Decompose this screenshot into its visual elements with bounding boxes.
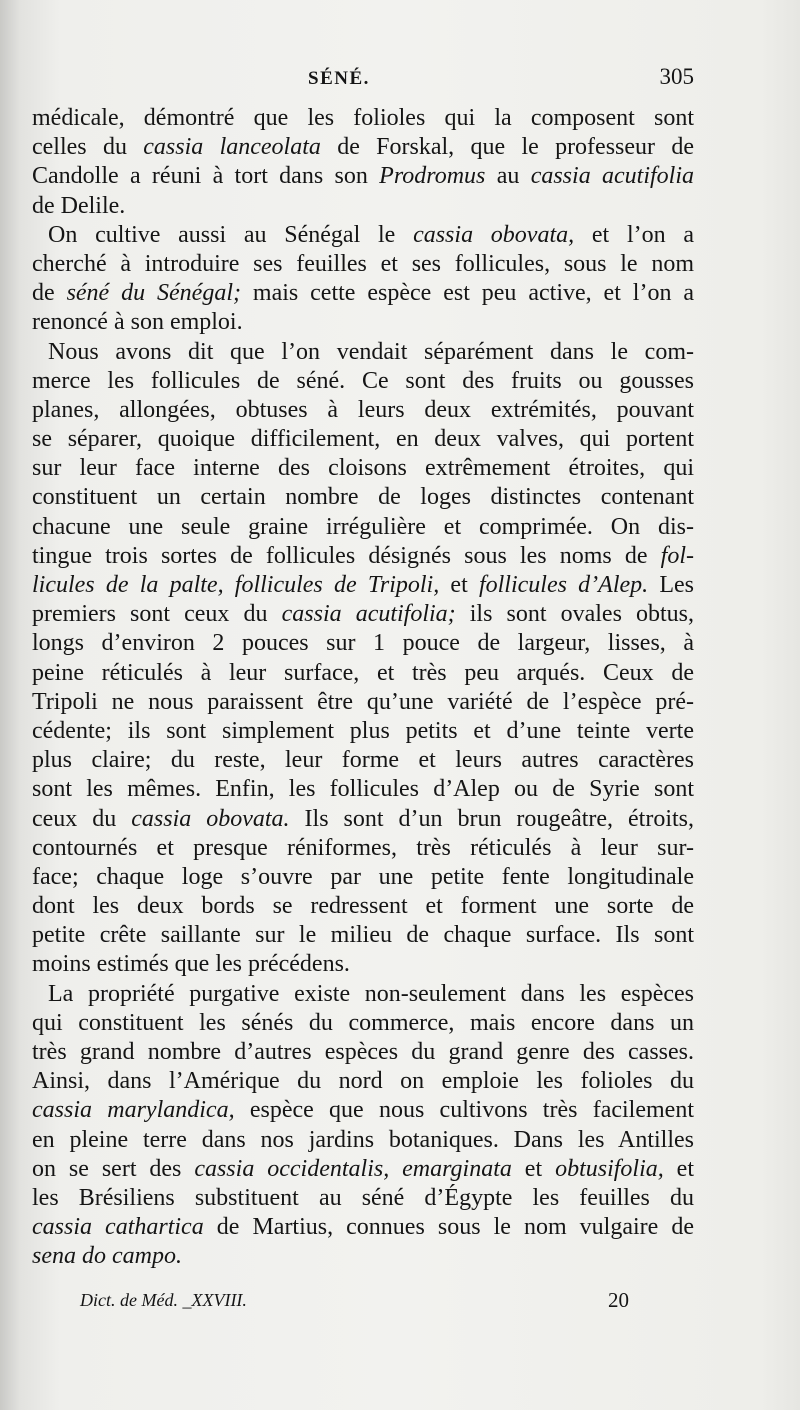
text-line [32, 1038, 694, 1067]
text-segment: tingue trois sortes de follicules désignés sous les noms de [32, 542, 661, 569]
text-line [32, 483, 694, 512]
italic-segment: sena do campo. [32, 1243, 182, 1270]
text-segment: On cultive aussi au Sénégal le [48, 221, 414, 248]
text-segment: chacune une seule graine irrégulière et comprimée. On dis- [32, 513, 694, 540]
text-segment: sont les mêmes. Enfin, les follicules d’Alep ou de Syrie sont [32, 776, 694, 803]
text-line [32, 775, 694, 804]
text-line [32, 1126, 694, 1155]
signature-number: 20 [608, 1288, 629, 1312]
text-line [32, 1213, 694, 1242]
text-line [32, 834, 694, 863]
text-segment: sur leur face interne des cloisons extrêmement étroites, qui [32, 455, 694, 482]
text-segment: se séparer, quoique difficilement, en deux valves, qui portent [32, 426, 694, 453]
text-segment: Nous avons dit que l’on vendait séparément dans le com- [48, 338, 694, 365]
text-line [32, 338, 694, 367]
page-number: 305 [659, 64, 694, 89]
text-segment: ils sont ovales obtus, [455, 601, 695, 628]
text-line [32, 425, 694, 454]
text-line [32, 980, 694, 1009]
text-segment: premiers sont ceux du [32, 601, 282, 628]
text-line [32, 863, 694, 892]
text-line [32, 308, 694, 337]
italic-segment: cassia lanceolata [143, 134, 321, 161]
text-line [32, 513, 694, 542]
text-segment: on se sert des [32, 1155, 195, 1182]
italic-segment: licules de la palte, follicules de Tripoli, [32, 572, 440, 598]
italic-segment: cassia marylandica, [32, 1097, 235, 1124]
text-segment: de Delile. [32, 192, 126, 219]
italic-segment: cassia obovata, [413, 221, 575, 248]
italic-segment: cassia acutifolia; [281, 601, 456, 628]
text-segment: Ils sont d’un brun rougeâtre, étroits, [289, 805, 694, 832]
italic-segment: fol- [660, 542, 694, 569]
text-line [32, 1009, 694, 1038]
text-segment: qui constituent les sénés du commerce, mais encore dans un [32, 1009, 694, 1036]
page-header [32, 64, 694, 108]
text-line [32, 221, 694, 250]
text-segment: planes, allongées, obtuses à leurs deux extrémités, pouvant [32, 396, 694, 423]
text-segment: renoncé à son emploi. [32, 309, 243, 336]
text-segment: plus claire; du reste, leur forme et leurs autres caractères [32, 747, 694, 774]
text-segment: cherché à introduire ses feuilles et ses follicules, sous le nom [32, 250, 694, 277]
text-line [32, 659, 694, 688]
italic-segment: séné du Sénégal; [66, 280, 241, 307]
text-line [32, 542, 694, 571]
text-line [32, 717, 694, 746]
text-segment: merce les follicules de séné. Ce sont des fruits ou gousses [32, 367, 694, 394]
text-line [32, 950, 694, 979]
italic-segment: Prodromus [379, 163, 486, 190]
text-line [32, 367, 694, 396]
italic-segment: cassia occidentalis, emarginata [194, 1155, 512, 1182]
text-line [32, 104, 694, 133]
text-segment: Les [648, 572, 695, 598]
text-line [32, 162, 694, 191]
text-segment: petite crête saillante sur le milieu de chaque surface. Ils sont [32, 922, 694, 949]
text-line [32, 1155, 694, 1184]
italic-segment: cassia acutifolia [530, 163, 694, 190]
text-line [32, 892, 694, 921]
text-segment: en pleine terre dans nos jardins botaniques. Dans les Antilles [32, 1126, 694, 1153]
text-segment: dont les deux bords se redressent et forment une sorte de [32, 893, 694, 920]
text-segment: et [663, 1155, 694, 1182]
text-segment: et l’on a [574, 221, 695, 248]
signature-mark: Dict. de Méd. _XXVIII. [80, 1290, 247, 1310]
text-line [32, 279, 694, 308]
text-segment: celles du [32, 134, 144, 161]
text-line [32, 629, 694, 658]
text-segment: face; chaque loge s’ouvre par une petite fente longitudinale [32, 863, 694, 890]
text-segment: ceux du [32, 805, 132, 832]
text-segment: Ainsi, dans l’Amérique du nord on emploie les folioles du [32, 1068, 694, 1095]
text-line [32, 571, 694, 600]
text-segment: et [511, 1155, 556, 1182]
text-segment: moins estimés que les précédens. [32, 951, 350, 978]
text-segment: constituent un certain nombre de loges distinctes contenant [32, 484, 694, 511]
text-segment: les Brésiliens substituent au séné d’Égypte les feuilles du [32, 1184, 694, 1211]
text-segment: Tripoli ne nous paraissent être qu’une variété de l’espèce pré- [32, 688, 694, 715]
text-segment: peine réticulés à leur surface, et très peu arqués. Ceux de [32, 659, 694, 686]
text-line [32, 921, 694, 950]
text-line [32, 454, 694, 483]
text-line [32, 250, 694, 279]
italic-segment: cassia cathartica [32, 1214, 204, 1241]
text-segment: mais cette espèce est peu active, et l’on a [241, 280, 694, 307]
text-segment: médicale, démontré que les folioles qui la composent sont [32, 105, 694, 131]
text-line [32, 1067, 694, 1096]
italic-segment: obtusifolia, [555, 1155, 664, 1182]
text-segment: de [32, 280, 67, 307]
text-line [32, 1242, 694, 1271]
body-text [32, 104, 694, 1272]
italic-segment: cassia obovata. [131, 805, 290, 832]
text-line [32, 746, 694, 775]
page-footer [80, 1290, 680, 1320]
italic-segment: follicules d’Alep. [478, 572, 649, 598]
text-line [32, 396, 694, 425]
text-segment: très grand nombre d’autres espèces du grand genre des casses. [32, 1039, 694, 1065]
text-segment: au [485, 163, 531, 190]
text-line [32, 600, 694, 629]
text-segment: longs d’environ 2 pouces sur 1 pouce de largeur, lisses, à [32, 630, 694, 657]
text-segment: contournés et presque réniformes, très réticulés à leur sur- [32, 834, 694, 861]
text-line [32, 805, 694, 834]
text-segment: de Forskal, que le professeur de [320, 134, 694, 161]
text-line [32, 1096, 694, 1125]
text-segment: de Martius, connues sous le nom vulgaire de [203, 1214, 694, 1241]
text-line [32, 1184, 694, 1213]
text-line [32, 133, 694, 162]
text-segment: cédente; ils sont simplement plus petits et d’une teinte verte [32, 717, 694, 744]
text-segment: Candolle a réuni à tort dans son [32, 163, 380, 190]
text-line [32, 688, 694, 717]
text-segment: et [439, 572, 479, 598]
running-head: SÉNÉ. [308, 68, 370, 89]
text-segment: La propriété purgative existe non-seulement dans les espèces [48, 980, 694, 1007]
text-segment: espèce que nous cultivons très facilement [234, 1097, 694, 1124]
text-line [32, 192, 694, 221]
